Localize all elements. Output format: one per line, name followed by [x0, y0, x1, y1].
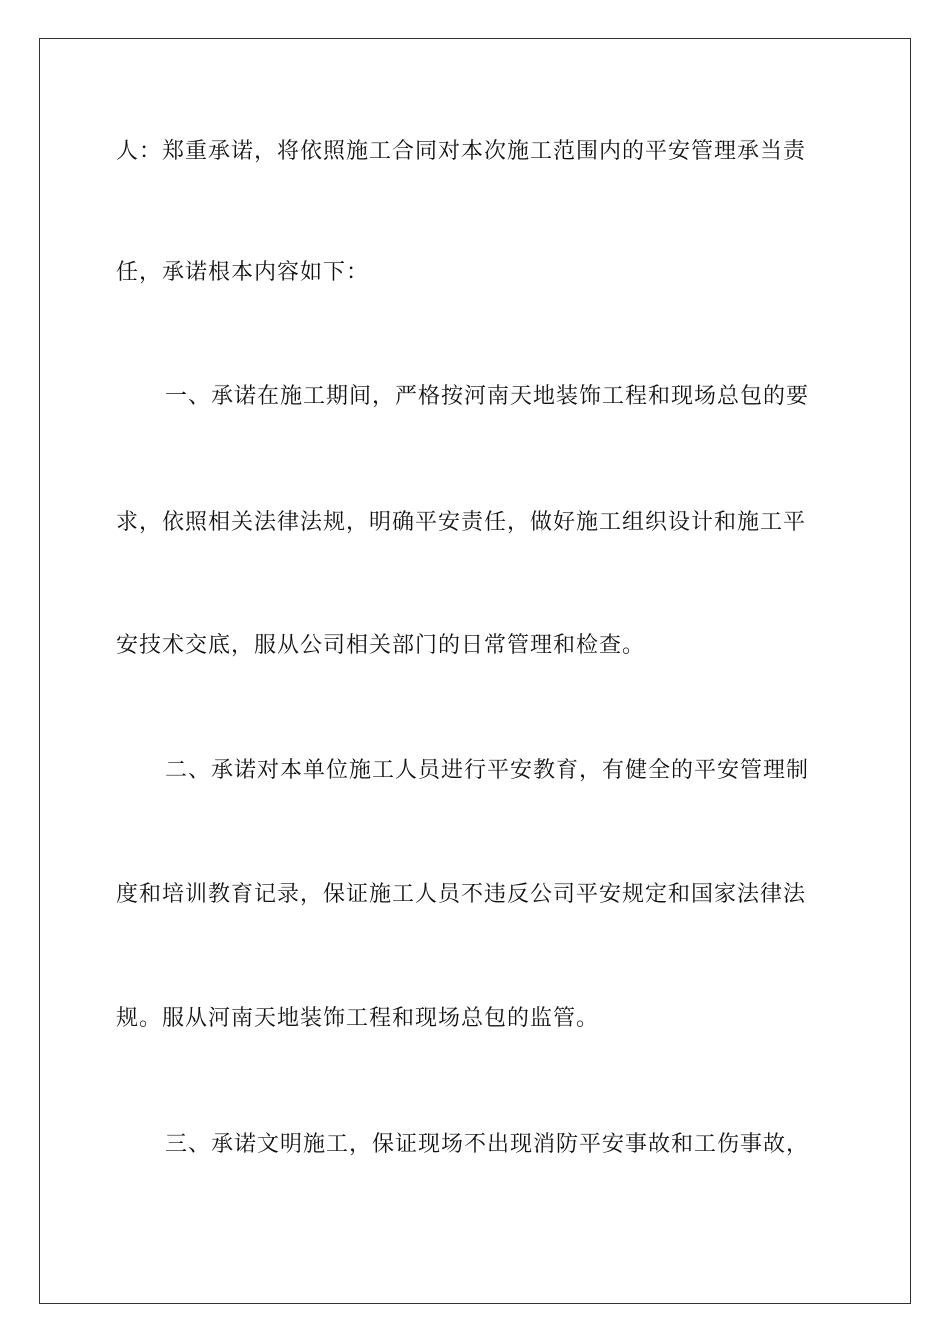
paragraph-3-line-1: 三、承诺文明施工，保证现场不出现消防平安事故和工伤事故， [165, 1132, 810, 1157]
text-line-1: 人：郑重承诺，将依照施工合同对本次施工范围内的平安管理承当责 [116, 139, 807, 164]
paragraph-2-line-2: 度和培训教育记录，保证施工人员不违反公司平安规定和国家法律法 [116, 882, 807, 907]
page-frame [39, 38, 911, 1304]
paragraph-2-line-1: 二、承诺对本单位施工人员进行平安教育，有健全的平安管理制 [165, 758, 810, 783]
paragraph-1-line-1: 一、承诺在施工期间，严格按河南天地装饰工程和现场总包的要 [165, 384, 810, 409]
text-line-2: 任，承诺根本内容如下： [116, 260, 370, 285]
paragraph-1-line-2: 求，依照相关法律法规，明确平安责任，做好施工组织设计和施工平 [116, 510, 807, 535]
paragraph-1-line-3: 安技术交底，服从公司相关部门的日常管理和检查。 [116, 633, 646, 658]
paragraph-2-line-3: 规。服从河南天地装饰工程和现场总包的监管。 [116, 1006, 600, 1031]
